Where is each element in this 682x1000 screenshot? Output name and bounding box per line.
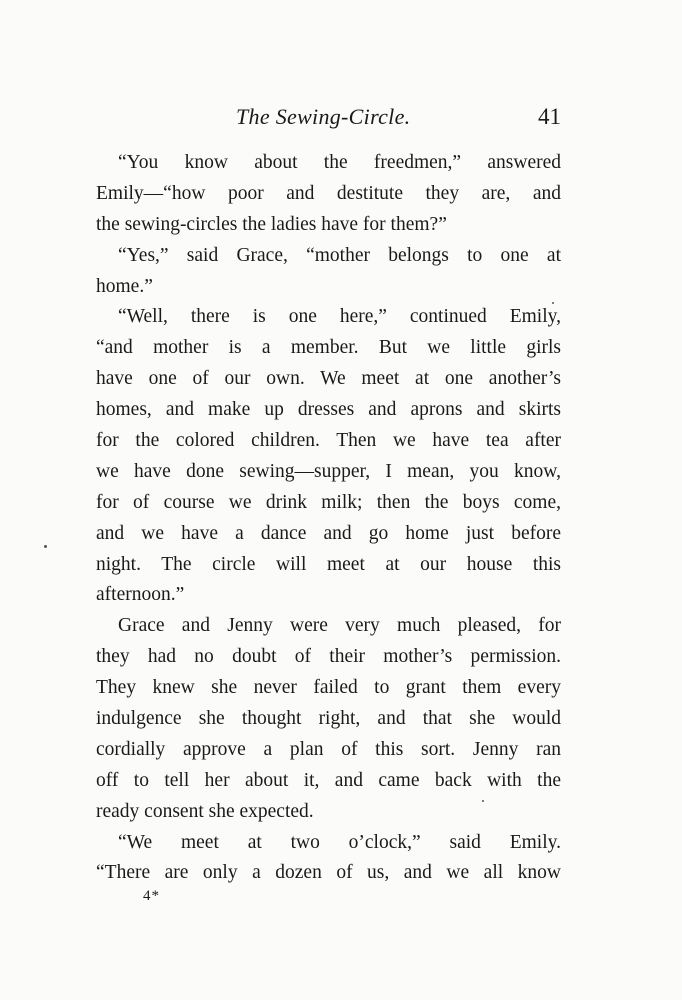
- text-line: Grace and Jenny were very much pleased, for: [118, 615, 561, 637]
- page-number: 41: [538, 104, 561, 129]
- text-line: They knew she never failed to grant them every: [96, 677, 561, 699]
- signature-mark: 4*: [143, 888, 160, 904]
- text-line: off to tell her about it, and came back with the: [96, 769, 561, 791]
- text-line: “Yes,” said Grace, “mother belongs to one at: [118, 244, 561, 266]
- text-line: for the colored children. Then we have tea after: [96, 430, 561, 452]
- text-line: have one of our own. We meet at one another’s: [96, 368, 561, 390]
- text-line: indulgence she thought right, and that she would: [96, 708, 561, 730]
- text-line: night. The circle will meet at our house this: [96, 553, 561, 575]
- paper-speck: [552, 302, 554, 304]
- text-line: Emily—“how poor and destitute they are, and: [96, 182, 561, 204]
- body-text: [96, 148, 561, 889]
- paper-speck: [482, 800, 484, 802]
- running-head: [96, 104, 561, 134]
- text-line: ready consent she expected.: [96, 800, 314, 822]
- text-line: for of course we drink milk; then the boys come,: [96, 491, 561, 513]
- text-line: home.”: [96, 275, 153, 297]
- running-title: The Sewing-Circle.: [236, 104, 411, 129]
- text-line: “There are only a dozen of us, and we all know: [96, 862, 561, 884]
- text-line: homes, and make up dresses and aprons and skirts: [96, 399, 561, 421]
- text-line: the sewing-circles the ladies have for them?”: [96, 213, 447, 235]
- text-line: “You know about the freedmen,” answered: [118, 152, 561, 173]
- text-line: they had no doubt of their mother’s permission.: [96, 646, 561, 668]
- paper-speck: [44, 545, 47, 548]
- text-line: cordially approve a plan of this sort. Jenny ran: [96, 738, 561, 760]
- text-line: “and mother is a member. But we little girls: [96, 337, 561, 359]
- text-line: and we have a dance and go home just before: [96, 522, 561, 544]
- text-line: afternoon.”: [96, 584, 185, 606]
- text-line: “We meet at two o’clock,” said Emily.: [118, 831, 561, 853]
- text-line: “Well, there is one here,” continued Emily,: [118, 306, 561, 328]
- text-line: we have done sewing—supper, I mean, you know,: [96, 460, 561, 482]
